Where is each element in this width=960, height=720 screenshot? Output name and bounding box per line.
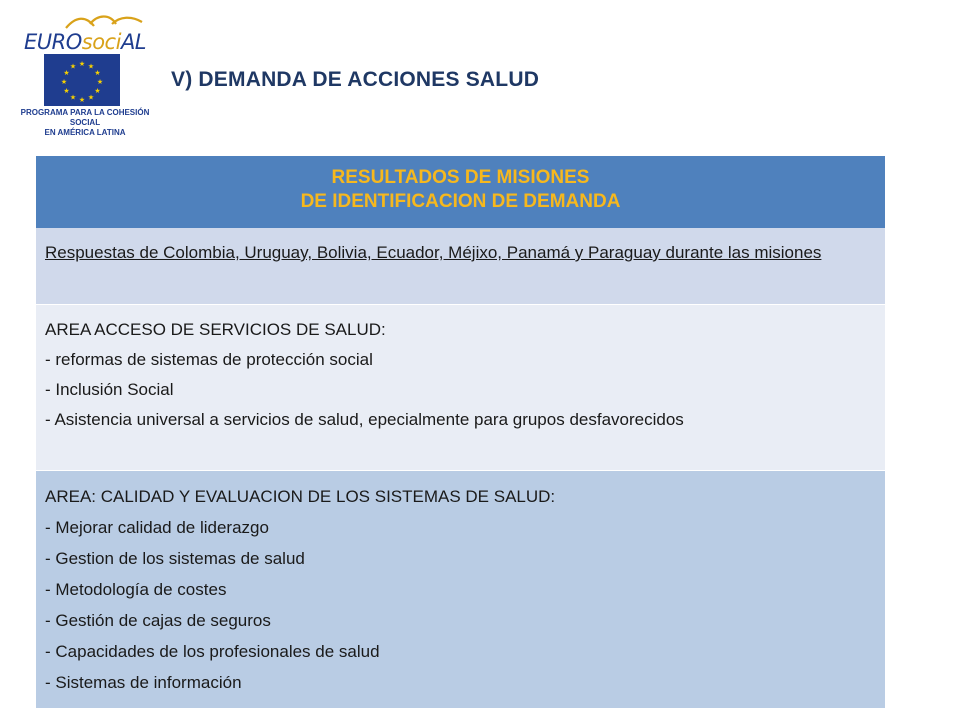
- access-heading: AREA ACCESO DE SERVICIOS DE SALUD:: [45, 320, 386, 339]
- eu-flag-icon: [44, 54, 120, 106]
- results-table: [36, 156, 885, 708]
- access-item: - Inclusión Social: [45, 380, 174, 399]
- table-header: [36, 156, 885, 228]
- quality-item: - Mejorar calidad de liderazgo: [45, 518, 269, 537]
- quality-item: - Gestion de los sistemas de salud: [45, 549, 305, 568]
- svg-text:★: ★: [60, 79, 68, 86]
- svg-text:★: ★: [87, 94, 95, 102]
- svg-text:★: ★: [63, 88, 70, 95]
- eurosocial-logo: [20, 12, 150, 137]
- svg-text:★: ★: [96, 79, 104, 86]
- access-item: - reformas de sistemas de protección social: [45, 350, 373, 369]
- page-title: V) DEMANDA DE ACCIONES SALUD: [171, 68, 540, 91]
- logo-caption: [20, 108, 150, 138]
- logo-word-a: EURO: [24, 30, 82, 54]
- table-row-responses: [36, 228, 885, 304]
- logo-wordmark: [24, 30, 146, 54]
- svg-text:★: ★: [63, 70, 70, 77]
- quality-item: - Sistemas de información: [45, 673, 242, 692]
- table-header-line1: RESULTADOS DE MISIONES: [331, 167, 590, 188]
- logo-word-c: AL: [120, 30, 147, 54]
- logo-word-b: soci: [81, 30, 121, 54]
- svg-text:★: ★: [69, 94, 77, 102]
- svg-text:★: ★: [94, 70, 101, 77]
- svg-text:★: ★: [78, 97, 86, 104]
- svg-text:★: ★: [87, 63, 95, 71]
- quality-item: - Capacidades de los profesionales de salud: [45, 642, 380, 661]
- table-header-line2: DE IDENTIFICACION DE DEMANDA: [300, 191, 621, 212]
- quality-item: - Gestión de cajas de seguros: [45, 611, 271, 630]
- access-item: - Asistencia universal a servicios de salud, epecialmente para grupos desfavorecidos: [45, 410, 684, 429]
- logo-caption-line2: EN AMÉRICA LATINA: [44, 128, 126, 137]
- table-row-access: [36, 304, 885, 470]
- svg-text:★: ★: [94, 88, 101, 95]
- quality-item: - Metodología de costes: [45, 580, 227, 599]
- responses-text: Respuestas de Colombia, Uruguay, Bolivia, Ecuador, Méjixo, Panamá y Paraguay durante las misiones: [45, 243, 822, 262]
- logo-caption-line1: PROGRAMA PARA LA COHESIÓN SOCIAL: [20, 108, 150, 127]
- table-row-quality: [36, 470, 885, 708]
- quality-heading: AREA: CALIDAD Y EVALUACION DE LOS SISTEMAS DE SALUD:: [45, 487, 556, 506]
- svg-text:★: ★: [78, 61, 86, 68]
- svg-text:★: ★: [69, 63, 77, 71]
